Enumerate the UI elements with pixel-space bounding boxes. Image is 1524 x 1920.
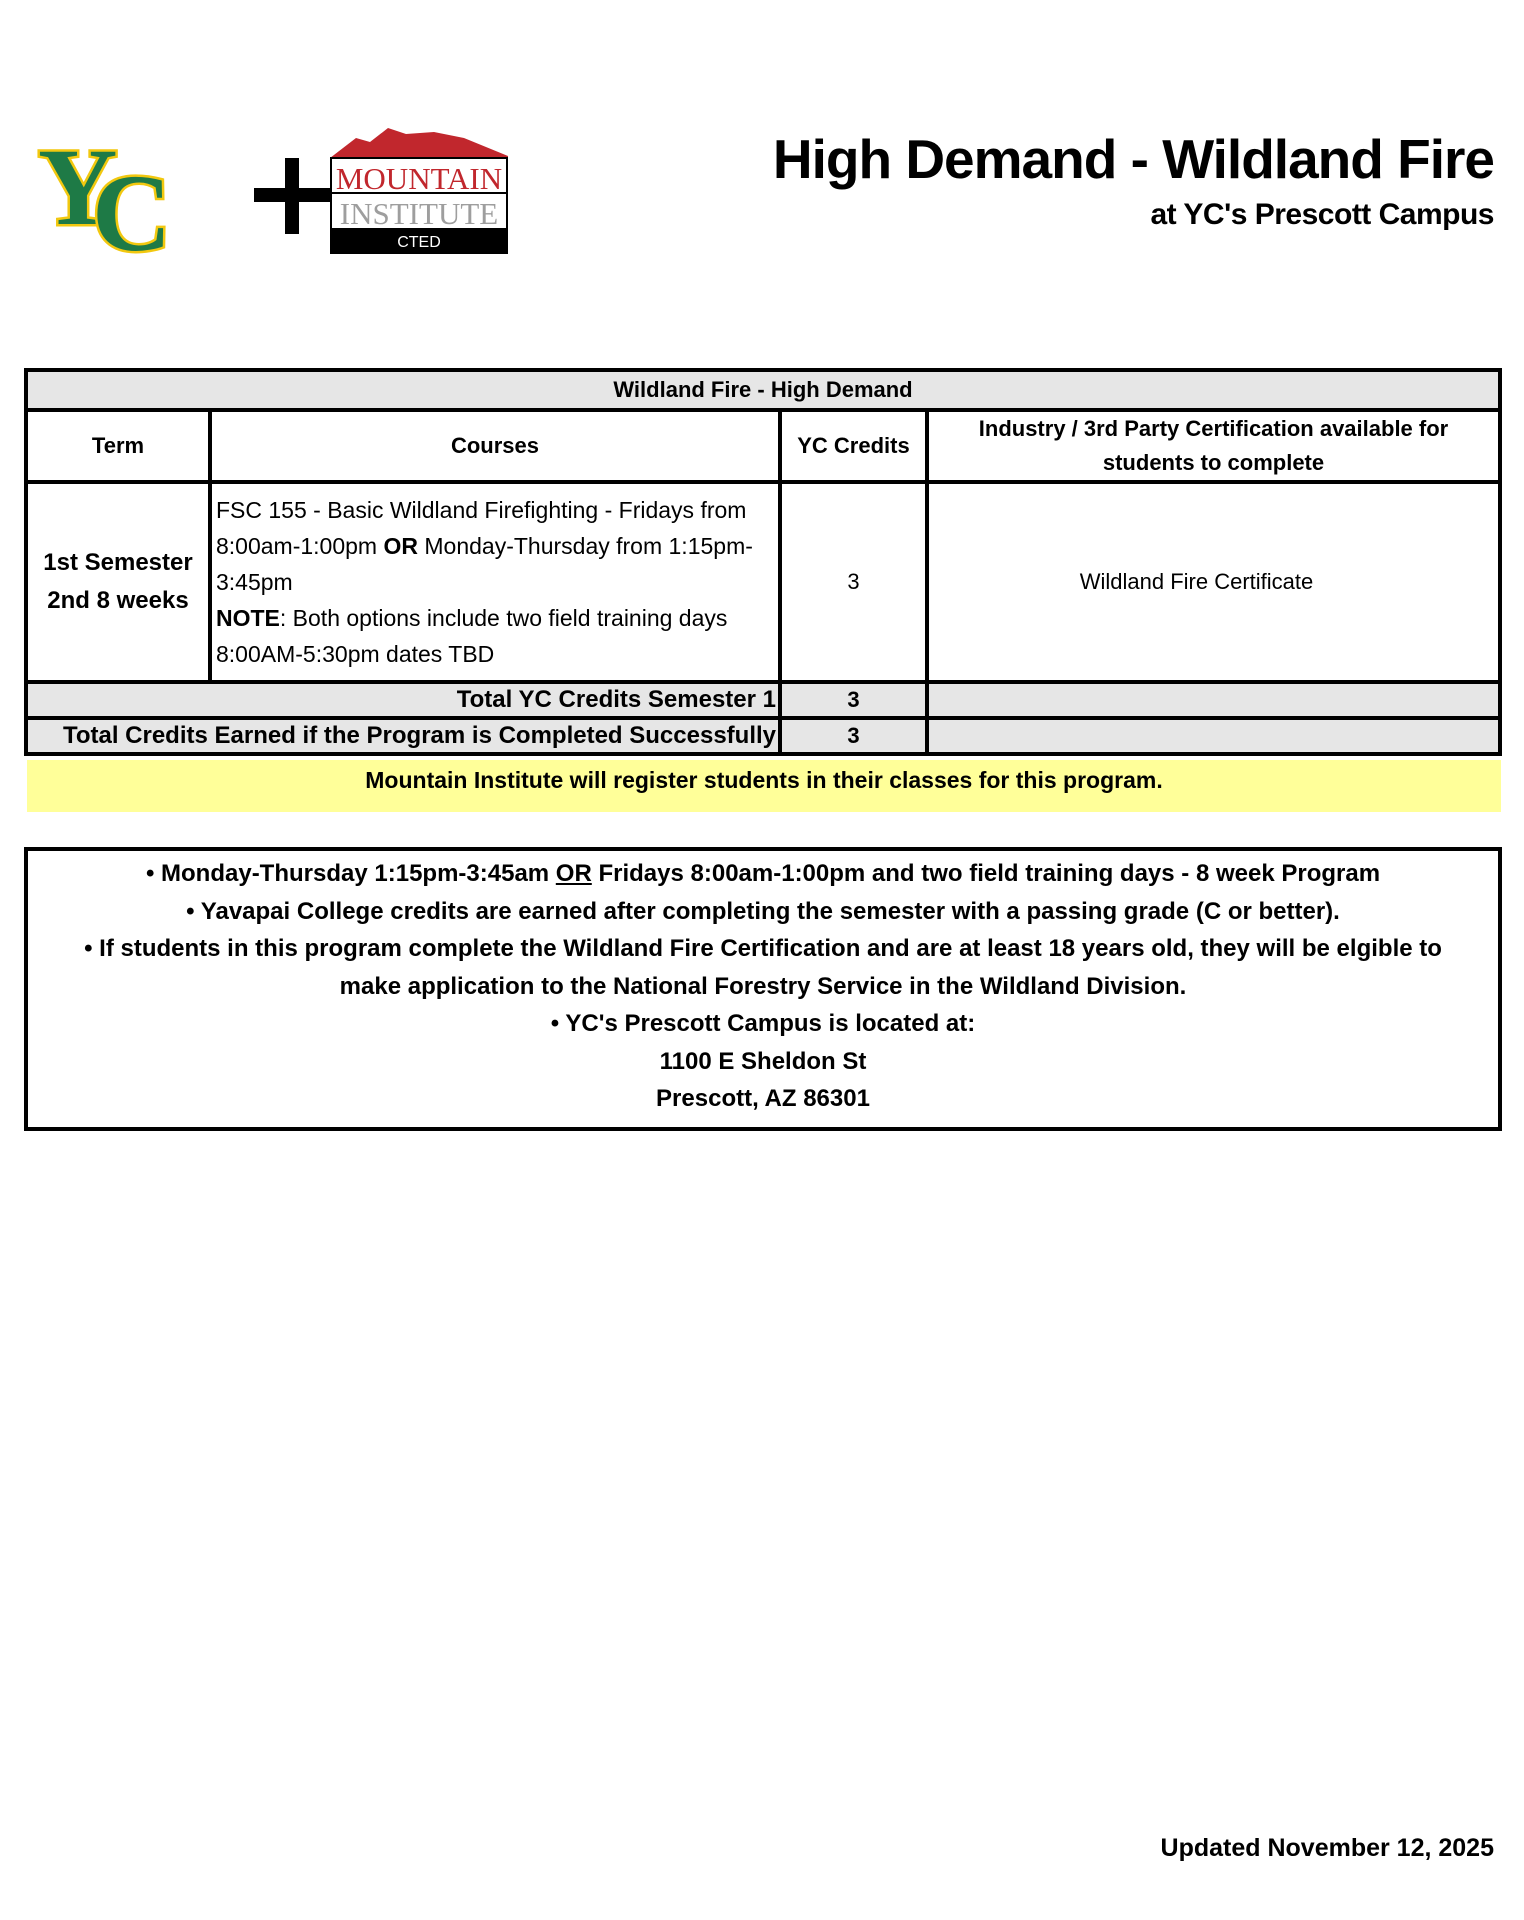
svg-text:C: C: [92, 152, 172, 256]
address-line1: 1100 E Sheldon St: [659, 1047, 867, 1075]
column-header-credits: YC Credits: [780, 410, 927, 482]
courses-cell: [210, 482, 780, 682]
total-semester-empty: [927, 682, 1500, 718]
total-semester-value: 3: [780, 682, 927, 718]
table-caption: Wildland Fire - High Demand: [26, 370, 1500, 410]
logos: [34, 128, 514, 258]
total-program-label: Total Credits Earned if the Program is Completed Successfully: [26, 718, 780, 754]
svg-text:INSTITUTE: INSTITUTE: [339, 196, 499, 231]
course-text-2: Monday-Thursday from 1:15pm-3:45pm: [216, 533, 753, 595]
column-header-courses: Courses: [210, 410, 780, 482]
svg-text:CTED: CTED: [397, 234, 441, 251]
program-table: [24, 368, 1502, 756]
note-text: : Both options include two field training days 8:00AM-5:30pm dates TBD: [216, 605, 728, 667]
page-subtitle: at YC's Prescott Campus: [1150, 198, 1494, 231]
address-line2: Prescott, AZ 86301: [656, 1085, 870, 1112]
info-bullet-eligibility: • If students in this program complete the Wildland Fire Certification and are at least 18 years old, they will be elgible to: [84, 935, 1442, 962]
course-or: OR: [383, 533, 418, 559]
note-label: NOTE: [216, 605, 280, 631]
info-bullet-credits: • Yavapai College credits are earned after completing the semester with a passing grade (C or better).: [186, 897, 1340, 925]
column-header-term: Term: [26, 410, 210, 482]
info-text: • Monday-Thursday 1:15pm-3:45am: [145, 860, 556, 887]
table-row: [26, 482, 1500, 682]
mountain-institute-logo-icon: [330, 128, 508, 254]
registration-notice: Mountain Institute will register students in their classes for this program.: [27, 760, 1501, 812]
term-line2: 2nd 8 weeks: [47, 587, 189, 614]
info-text: Fridays 8:00am-1:00pm and two field training days - 8 week Program: [591, 860, 1381, 887]
certification-cell: Wildland Fire Certificate: [927, 482, 1500, 682]
total-program-empty: [927, 718, 1500, 754]
svg-text:MOUNTAIN: MOUNTAIN: [335, 161, 503, 196]
updated-date: Updated November 12, 2025: [1160, 1834, 1494, 1862]
total-row: [26, 718, 1500, 754]
info-bullet-location: • YC's Prescott Campus is located at:: [550, 1010, 976, 1037]
info-or: OR: [555, 860, 592, 887]
info-box: [24, 847, 1502, 1131]
course-text-1: FSC 155 - Basic Wildland Firefighting - Fridays from 8:00am-1:00pm: [216, 497, 747, 559]
term-cell: [26, 482, 210, 682]
total-semester-label: Total YC Credits Semester 1: [26, 682, 780, 718]
term-line1: 1st Semester: [43, 549, 193, 576]
title-block: [773, 126, 1494, 232]
svg-text:Y: Y: [38, 132, 118, 248]
yc-logo-icon: [34, 132, 194, 256]
credits-cell: 3: [780, 482, 927, 682]
page-title: High Demand - Wildland Fire: [772, 128, 1494, 190]
column-header-certification: Industry / 3rd Party Certification available for students to complete: [927, 410, 1500, 482]
plus-icon: [254, 158, 330, 234]
info-bullet-schedule: [28, 855, 1498, 893]
total-row: [26, 682, 1500, 718]
info-bullet-eligibility-cont: make application to the National Forestry Service in the Wildland Division.: [339, 972, 1187, 1000]
total-program-value: 3: [780, 718, 927, 754]
